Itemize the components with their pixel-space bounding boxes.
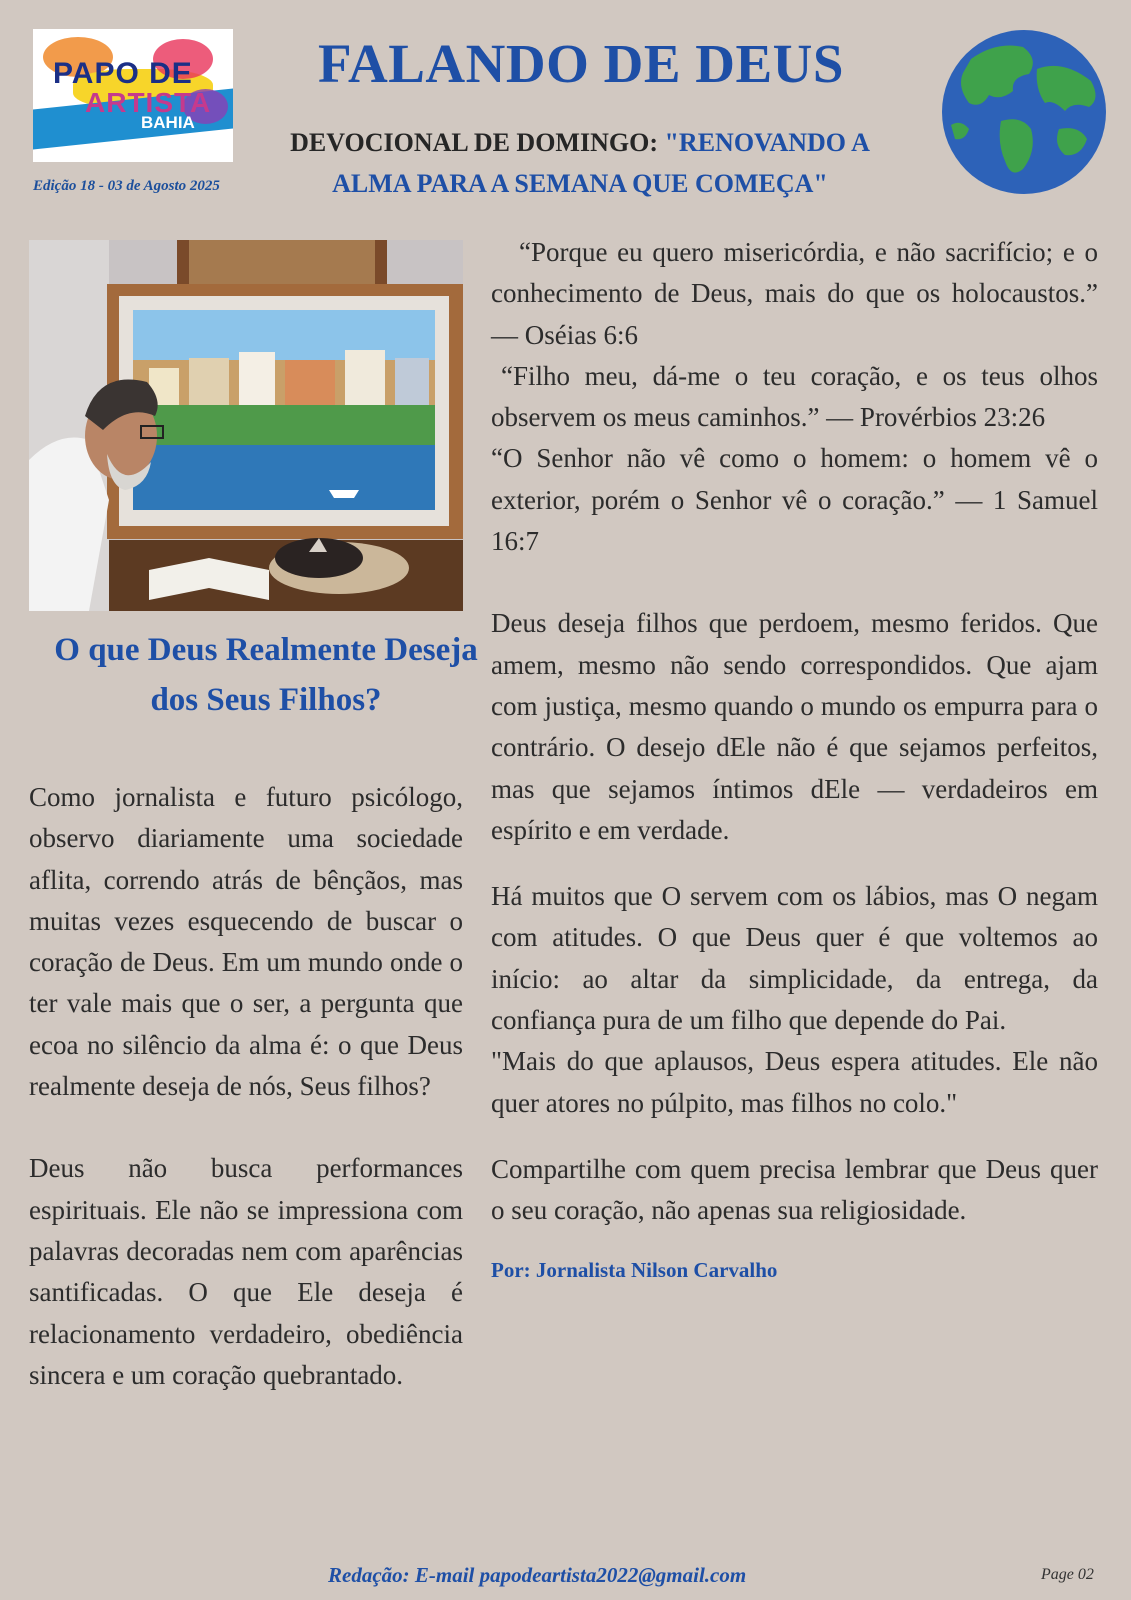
page-subtitle [262, 122, 898, 204]
verse-proverbios: “Filho meu, dá-me o teu coração, e os teus olhos observem os meus caminhos.” — Provérbios 23:26 [491, 360, 1098, 433]
verse-oseias: “Porque eu quero misericórdia, e não sacrifício; e o conhecimento de Deus, mais do que os holocaustos.” — Oséias 6:6 [491, 237, 1098, 350]
quote: "Mais do que aplausos, Deus espera atitudes. Ele não quer atores no púlpito, mas filhos no colo." [491, 1046, 1098, 1118]
page-title: FALANDO DE DEUS [318, 33, 844, 94]
closing-paragraph: Compartilhe com quem precisa lembrar que Deus quer o seu coração, não apenas sua religiosidade. [491, 1153, 1098, 1226]
left-column [29, 777, 463, 1396]
logo-text-papo-de: PAPO DE [53, 57, 193, 90]
globe-icon [941, 29, 1107, 195]
subtitle-lead: DEVOCIONAL DE DOMINGO: [290, 128, 658, 157]
logo-text-artista: ARTISTA [85, 87, 212, 118]
edition-label: Edição 18 - 03 de Agosto 2025 [33, 178, 220, 194]
article-photo [29, 240, 463, 611]
verse-samuel: “O Senhor não vê como o homem: o homem vê o exterior, porém o Senhor vê o coração.” — 1 Samuel 16:7 [491, 443, 1098, 557]
footer-contact: Redação: E-mail papodeartista2022@gmail.com [328, 1563, 747, 1587]
right-paragraph: Há muitos que O servem com os lábios, mas O negam com atitudes. O que Deus quer é que voltemos ao início: ao altar da simplicidade, da entrega, da confiança pura de um filho que depende do Pai. [491, 881, 1098, 1036]
article-heading: O que Deus Realmente Deseja dos Seus Filhos? [54, 632, 478, 718]
papo-de-artista-logo [33, 29, 233, 162]
subtitle-rest: "RENOVANDO A ALMA PARA A SEMANA QUE COMEÇA" [332, 128, 870, 198]
right-column [491, 232, 1098, 1291]
left-paragraph: Como jornalista e futuro psicólogo, observo diariamente uma sociedade aflita, correndo atrás de bênçãos, mas muitas vezes esquecendo de buscar o coração de Deus. Em um mundo onde o ter vale mais que o ser, a pergunta que ecoa no silêncio da alma é: o que Deus realmente deseja de nós, Seus filhos? [29, 782, 463, 1102]
page-number: Page 02 [1041, 1566, 1094, 1583]
logo-text-bahia: BAHIA [141, 113, 195, 132]
author-byline: Por: Jornalista Nilson Carvalho [491, 1257, 778, 1282]
left-paragraph: Deus não busca performances espirituais. Ele não se impressiona com palavras decoradas nem com aparências santificadas. O que Ele deseja é relacionamento verdadeiro, obediência sincera e um coração quebrantado. [29, 1153, 463, 1390]
right-paragraph: Deus deseja filhos que perdoem, mesmo feridos. Que amem, mesmo não sendo correspondidos. Que ajam com justiça, mesmo quando o mundo os empurra para o contrário. O desejo dEle não é que sejamos perfeitos, mas que sejamos íntimos dEle — verdadeiros em espírito e em verdade. [491, 608, 1098, 845]
